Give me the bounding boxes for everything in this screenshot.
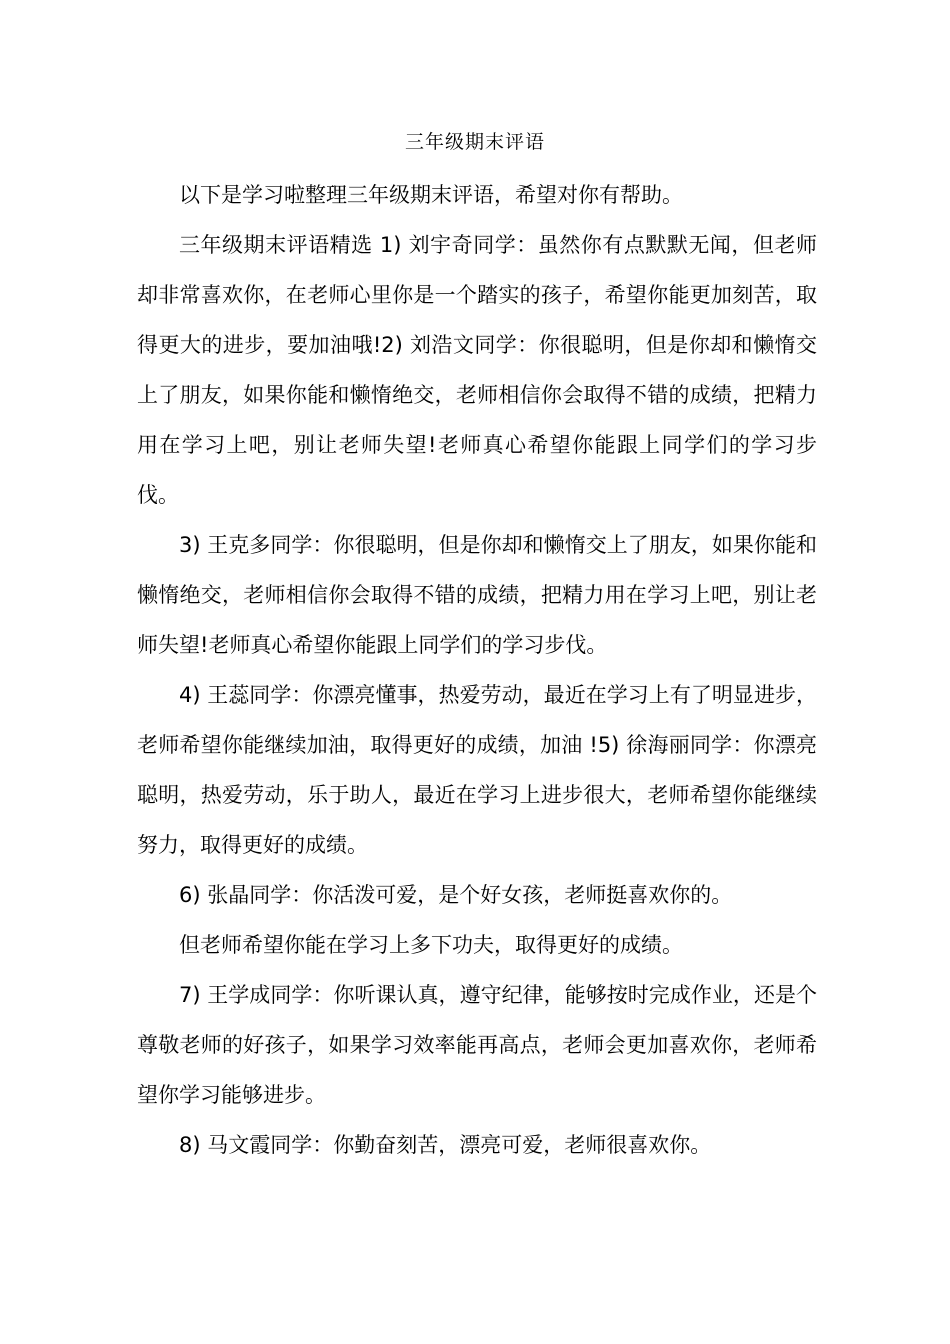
paragraph-comment-6: 6) 张晶同学：你活泼可爱，是个好女孩，老师挺喜欢你的。 (179, 883, 733, 907)
paragraph-comment-3: 3) 王克多同学：你很聪明，但是你却和懒惰交上了朋友，如果你能和懒惰绝交，老师相信你会取得不错的成绩，把精力用在学习上吧，别让老师失望!老师真心希望你能跟上同学们的学习步伐。 (137, 533, 817, 657)
document-title: 三年级期末评语 (404, 131, 545, 153)
paragraph-comments-1-2: 三年级期末评语精选 1) 刘宇奇同学：虽然你有点默默无闻，但老师却非常喜欢你，在老师心里你是一个踏实的孩子，希望你能更加刻苦，取得更大的进步，要加油哦!2) 刘浩文同学：你很聪明，但是你却和懒惰交上了朋友，如果你能和懒惰绝交，老师相信你会取得不错的成绩，把精力用在学习上吧，别让老师失望!老师真心希望你能跟上同学们的学习步伐。 (137, 233, 817, 507)
paragraph-comment-6-cont: 但老师希望你能在学习上多下功夫，取得更好的成绩。 (179, 933, 683, 957)
paragraph-intro: 以下是学习啦整理三年级期末评语，希望对你有帮助。 (179, 183, 683, 207)
paragraph-comment-8: 8) 马文霞同学：你勤奋刻苦，漂亮可爱，老师很喜欢你。 (179, 1133, 712, 1157)
document-body (137, 170, 817, 1170)
paragraph-comments-4-5: 4) 王蕊同学：你漂亮懂事，热爱劳动，最近在学习上有了明显进步，老师希望你能继续加油，取得更好的成绩，加油 !5) 徐海丽同学：你漂亮聪明，热爱劳动，乐于助人，最近在学习上进步很大，老师希望你能继续努力，取得更好的成绩。 (137, 683, 817, 857)
paragraph-comment-7: 7) 王学成同学：你听课认真，遵守纪律，能够按时完成作业，还是个尊敬老师的好孩子，如果学习效率能再高点，老师会更加喜欢你，老师希望你学习能够进步。 (137, 983, 817, 1107)
